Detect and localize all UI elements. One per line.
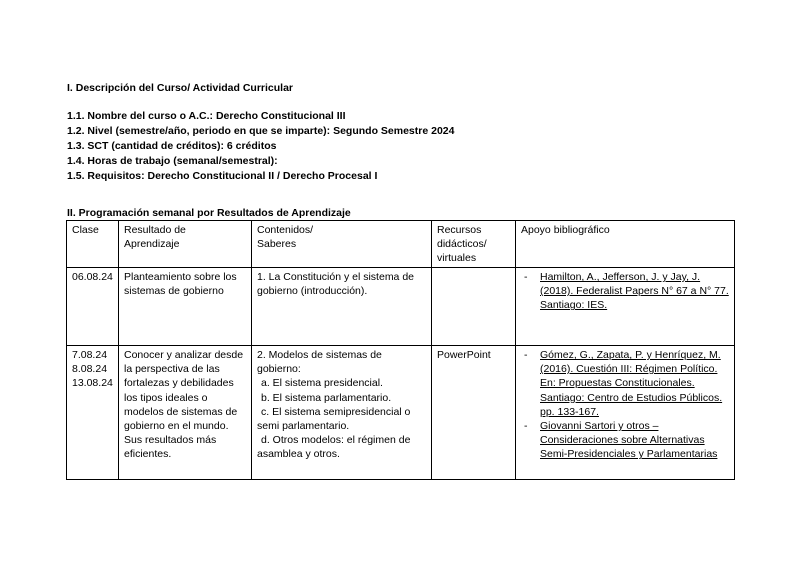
bib-line: (2018). Federalist Papers N° 67 a N° 77. xyxy=(540,285,729,298)
cell-recursos xyxy=(432,268,516,346)
bibliography-list xyxy=(521,348,729,462)
bibliography-item[interactable] xyxy=(521,419,729,462)
text-line: Conocer y analizar desde xyxy=(124,349,244,361)
bibliography-item[interactable] xyxy=(521,348,729,419)
text-line: gobierno en el mundo. xyxy=(124,420,229,433)
class-date: 06.08.24 xyxy=(72,271,113,283)
header-contenidos-line: Saberes xyxy=(257,238,297,251)
section-1-title: I. Descripción del Curso/ Actividad Curricular xyxy=(67,82,294,94)
header-clase: Clase xyxy=(67,221,119,268)
text-line: fortalezas y debilidades xyxy=(124,377,234,390)
header-recursos-line: didácticos/ xyxy=(437,238,487,251)
course-name-line: 1.1. Nombre del curso o A.C.: Derecho Constitucional III xyxy=(67,110,346,122)
text-line: los tipos ideales o xyxy=(124,391,208,404)
header-resultado-line: Aprendizaje xyxy=(124,238,180,251)
cell-apoyo xyxy=(516,268,735,346)
cell-contenidos xyxy=(252,346,432,480)
cell-recursos: PowerPoint xyxy=(432,346,516,480)
bib-line: Santiago: Centro de Estudios Públicos. xyxy=(540,391,723,404)
header-contenidos xyxy=(252,221,432,268)
table-row xyxy=(67,268,735,346)
bib-line: Consideraciones sobre Alternativas xyxy=(540,434,705,447)
cell-contenidos xyxy=(252,268,432,346)
bibliography-list xyxy=(521,270,729,313)
course-level-line: 1.2. Nivel (semestre/año, periodo en que se imparte): Segundo Semestre 2024 xyxy=(67,125,455,137)
text-line: semi parlamentario. xyxy=(257,420,350,433)
course-hours-line: 1.4. Horas de trabajo (semanal/semestral): xyxy=(67,155,278,167)
header-contenidos-line: Contenidos/ xyxy=(257,224,314,236)
cell-clase xyxy=(67,268,119,346)
bib-line: En: Propuestas Constitucionales. xyxy=(540,377,695,390)
bibliography-link[interactable] xyxy=(540,419,729,462)
bibliography-item[interactable] xyxy=(521,270,729,313)
cell-clase xyxy=(67,346,119,480)
bibliography-link[interactable] xyxy=(540,270,729,313)
course-credits-line: 1.3. SCT (cantidad de créditos): 6 créditos xyxy=(67,140,277,152)
text-line: gobierno (introducción). xyxy=(257,285,368,298)
table-row xyxy=(67,346,735,480)
class-date: 13.08.24 xyxy=(72,377,113,390)
text-line: Sus resultados más xyxy=(124,434,217,447)
text-line: d. Otros modelos: el régimen de xyxy=(261,434,411,447)
text-line: la perspectiva de las xyxy=(124,363,220,376)
class-date: 7.08.24 xyxy=(72,349,108,361)
header-recursos-line: virtuales xyxy=(437,252,477,265)
text-line: asamblea y otros. xyxy=(257,448,340,461)
header-apoyo: Apoyo bibliográfico xyxy=(516,221,735,268)
header-recursos xyxy=(432,221,516,268)
text-line: Planteamiento sobre los xyxy=(124,271,237,283)
cell-resultado xyxy=(119,268,252,346)
course-requirements-line: 1.5. Requisitos: Derecho Constitucional II / Derecho Procesal I xyxy=(67,170,378,182)
bib-line: (2016). Cuestión III: Régimen Político. xyxy=(540,363,718,376)
section-2-title: II. Programación semanal por Resultados de Aprendizaje xyxy=(67,207,351,219)
course-info xyxy=(67,109,454,184)
cell-apoyo xyxy=(516,346,735,480)
text-line: 2. Modelos de sistemas de xyxy=(257,349,382,361)
bibliography-link[interactable] xyxy=(540,348,729,419)
text-line: eficientes. xyxy=(124,448,172,461)
weekly-program-table xyxy=(66,220,735,480)
bib-line: - Hamilton, A., Jefferson, J. y Jay, J. xyxy=(540,271,701,283)
header-resultado xyxy=(119,221,252,268)
bib-line: Semi-Presidenciales y Parlamentarias xyxy=(540,448,718,461)
cell-resultado xyxy=(119,346,252,480)
text-line: gobierno: xyxy=(257,363,301,376)
bib-line: - Giovanni Sartori y otros – xyxy=(540,420,659,433)
table-header-row xyxy=(67,221,735,268)
bib-line: pp. 133-167. xyxy=(540,405,599,418)
bib-line: - Gómez, G., Zapata, P. y Henríquez, M. xyxy=(540,349,721,361)
text-line: sistemas de gobierno xyxy=(124,285,224,298)
text-line: b. El sistema parlamentario. xyxy=(261,391,392,404)
text-line: c. El sistema semipresidencial o xyxy=(261,405,411,418)
text-line: modelos de sistemas de xyxy=(124,405,238,418)
class-date: 8.08.24 xyxy=(72,363,108,376)
header-resultado-line: Resultado de xyxy=(124,224,186,236)
header-recursos-line: Recursos xyxy=(437,224,482,236)
bib-line: Santiago: IES. xyxy=(540,299,608,312)
text-line: 1. La Constitución y el sistema de xyxy=(257,271,414,283)
text-line: a. El sistema presidencial. xyxy=(261,377,383,390)
